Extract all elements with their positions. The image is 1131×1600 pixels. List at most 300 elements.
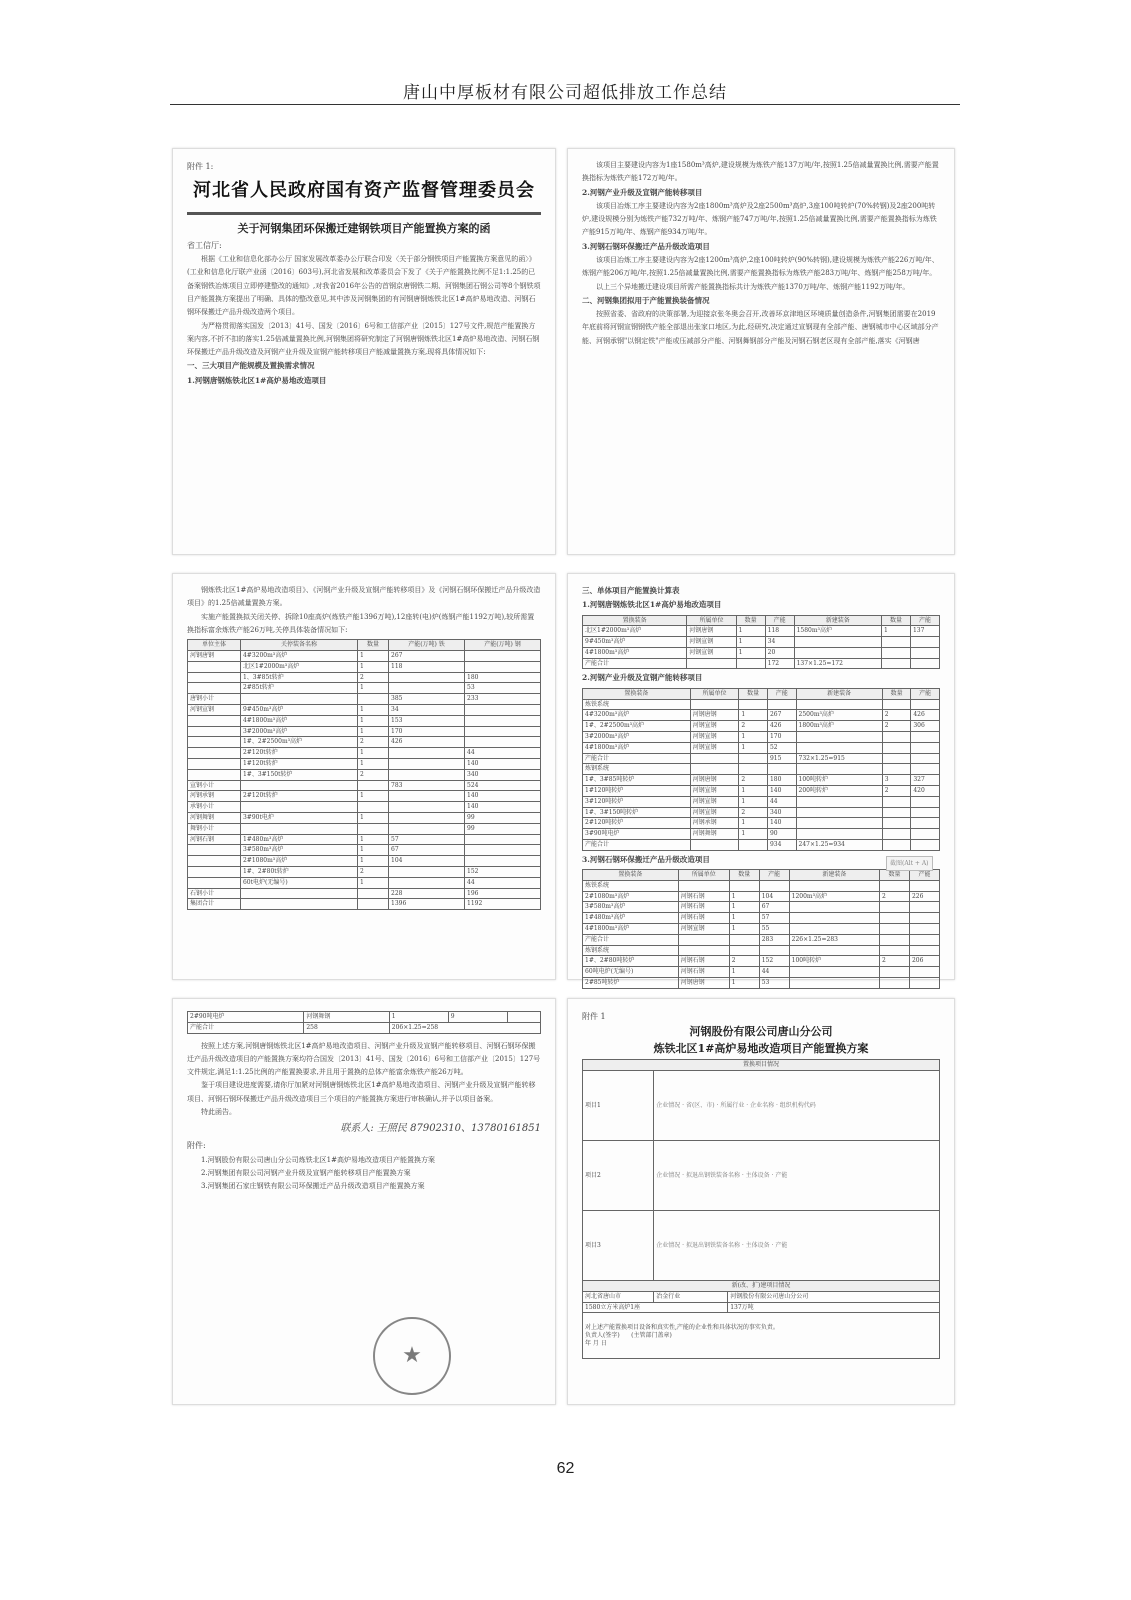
table-cell: 2#120吨转炉 bbox=[583, 818, 691, 829]
table-header: 数量 bbox=[357, 640, 388, 651]
table-cell: 1 bbox=[729, 967, 759, 978]
table-row bbox=[188, 726, 541, 737]
closing: 特此函告。 bbox=[201, 1108, 236, 1117]
table-cell: 67 bbox=[389, 845, 465, 856]
table-cell: 340 bbox=[767, 807, 796, 818]
table-cell: 140 bbox=[767, 818, 796, 829]
table-cell bbox=[882, 818, 911, 829]
calc-table-2 bbox=[582, 688, 940, 851]
table-cell: 1 bbox=[729, 891, 759, 902]
table-cell bbox=[796, 829, 882, 840]
table-cell: 170 bbox=[389, 726, 465, 737]
table-cell: 3 bbox=[882, 775, 911, 786]
table-cell: 2 bbox=[880, 891, 910, 902]
table-cell: 河钢宣钢 bbox=[690, 742, 739, 753]
table-header: 产能 bbox=[911, 688, 940, 699]
table-cell: 118 bbox=[765, 626, 794, 637]
table-cell: 2 bbox=[880, 956, 910, 967]
table-row bbox=[583, 829, 940, 840]
form-date: 年 月 日 bbox=[585, 1339, 607, 1347]
table-cell: 228 bbox=[389, 888, 465, 899]
table-cell: 140 bbox=[465, 791, 541, 802]
table-header: 产能 bbox=[910, 615, 939, 626]
table-cell: 52 bbox=[767, 742, 796, 753]
section-heading: 一、三大项目产能规模及置换需求情况 bbox=[187, 361, 315, 371]
table-cell bbox=[240, 780, 357, 791]
table-cell bbox=[911, 807, 940, 818]
table-cell bbox=[909, 913, 939, 924]
table-cell: 2 bbox=[357, 737, 388, 748]
table-cell bbox=[909, 934, 939, 945]
table-cell: 1 bbox=[357, 812, 388, 823]
paragraph: 为严格贯彻落实国发〔2013〕41号、国发〔2016〕6号和工信部产业〔2015〕127号文件,规范产能置换方案内容,不折不扣的落实1.25倍减量置换比例,河钢集团将研究制定了河钢唐钢炼铁北区1#高炉易地改造、河钢石钢环保搬迁产品升级改造及河钢产业升级及宣钢产能转移项目产能减量置换方案,现将具体情况如下: bbox=[187, 321, 540, 357]
table-cell bbox=[465, 856, 541, 867]
table-cell: 1#、3#150吨转炉 bbox=[583, 807, 691, 818]
table-header: 产能 bbox=[765, 615, 794, 626]
table-cell bbox=[357, 802, 388, 813]
table-row bbox=[583, 880, 940, 891]
table-cell: 河钢唐钢 bbox=[678, 977, 729, 988]
table-cell bbox=[188, 845, 241, 856]
table-row bbox=[583, 742, 940, 753]
table-cell: 1580m³高炉 bbox=[794, 626, 881, 637]
table-cell: 1 bbox=[357, 661, 388, 672]
contact-signature: 联系人: 王照民 87902310、13780161851 bbox=[340, 1123, 541, 1135]
table-cell: 河钢石钢 bbox=[678, 956, 729, 967]
table-header: 关停装备名称 bbox=[240, 640, 357, 651]
table-cell: 99 bbox=[465, 823, 541, 834]
table-cell: 137×1.25=172 bbox=[794, 658, 881, 669]
table-cell: 河钢石钢 bbox=[678, 891, 729, 902]
table-cell: 产能合计 bbox=[188, 1022, 304, 1033]
table-cell bbox=[794, 637, 881, 648]
table-cell: 1#、2#80t转炉 bbox=[240, 866, 357, 877]
table-cell bbox=[882, 658, 911, 669]
table-cell: 1 bbox=[357, 845, 388, 856]
table-row bbox=[583, 913, 940, 924]
table-cell: 1#120吨转炉 bbox=[583, 785, 691, 796]
table-cell bbox=[240, 888, 357, 899]
table-cell: 河钢唐钢 bbox=[188, 650, 241, 661]
table-cell: 北区1#2000m³高炉 bbox=[583, 626, 687, 637]
table-cell bbox=[909, 977, 939, 988]
table-cell bbox=[389, 769, 465, 780]
table-cell bbox=[357, 823, 388, 834]
table-cell: 2 bbox=[882, 721, 911, 732]
table-cell: 44 bbox=[759, 967, 789, 978]
table-cell: 140 bbox=[465, 802, 541, 813]
table-header: 所属单位 bbox=[690, 688, 739, 699]
table-cell bbox=[389, 748, 465, 759]
table-row bbox=[188, 866, 541, 877]
table-cell: 河钢宣钢 bbox=[687, 637, 736, 648]
table-header: 置换装备 bbox=[583, 869, 679, 880]
paragraph: 按照上述方案,河钢唐钢炼铁北区1#高炉易地改造项目、河钢产业升级及宣钢产能转移项目、河钢石钢环保搬迁产品升级改造项目的产能置换方案均符合国发〔2013〕41号、国发〔2016〕6号和工信部产业〔2015〕127号文件规定,满足1:1.25比例的产能置换要求,并且用于置换的总体产能富余炼铁产能26万吨。 bbox=[187, 1041, 541, 1077]
form-row-label: 项目1 bbox=[583, 1070, 654, 1140]
org-title: 河北省人民政府国有资产监督管理委员会 bbox=[193, 180, 535, 202]
table-cell: 河钢宣钢 bbox=[690, 796, 739, 807]
table-row bbox=[188, 812, 541, 823]
table-cell: 934 bbox=[767, 839, 796, 850]
table-cell bbox=[796, 818, 882, 829]
form-cell: 河北省唐山市 bbox=[583, 1291, 654, 1302]
table-header: 新建装备 bbox=[796, 688, 882, 699]
table-cell bbox=[739, 764, 768, 775]
page-header: 唐山中厚板材有限公司超低排放工作总结 bbox=[403, 83, 727, 103]
table-row bbox=[188, 888, 541, 899]
table-cell: 河钢唐钢 bbox=[690, 710, 739, 721]
form-cell: 137万吨 bbox=[728, 1302, 940, 1313]
table-cell: 1200m³高炉 bbox=[789, 891, 879, 902]
table-cell bbox=[910, 637, 939, 648]
table-row bbox=[188, 748, 541, 759]
form-row-label: 项目3 bbox=[583, 1210, 654, 1280]
table-cell bbox=[465, 845, 541, 856]
table-cell bbox=[389, 672, 465, 683]
table-row bbox=[188, 899, 541, 910]
table-cell bbox=[789, 913, 879, 924]
scan-letter-page-3 bbox=[172, 573, 556, 980]
form-signer: 负责人(签字) bbox=[585, 1331, 620, 1339]
table-cell: 河钢舞钢 bbox=[304, 1012, 389, 1023]
table-cell bbox=[389, 877, 465, 888]
table-header: 数量 bbox=[880, 869, 910, 880]
paragraph: 根据《工业和信息化部办公厅 国家发展改革委办公厅联合印发〈关于部分钢铁项目产能置换方案意见的函〉》(工业和信息化厅联产业函〔2016〕603号),河北省发展和改革委员会下发了《关于产能置换比例不足1:1.25的已备案钢铁冶炼项目立即停建整改的通知》,对我省2016年公告的首钢京唐钢铁二期、河钢集团石钢公司等8个钢铁项目产能置换方案提出了明确、具体的整改意见,其中涉及河钢集团的有河钢唐钢炼铁北区1#高炉易地改造、河钢石钢环保搬迁产品升级改造两个项目。 bbox=[187, 255, 541, 317]
scan-calculation-table-page bbox=[567, 573, 955, 986]
table-header: 数量 bbox=[882, 688, 911, 699]
table-cell: 152 bbox=[465, 866, 541, 877]
table-cell: 3#120吨转炉 bbox=[583, 796, 691, 807]
table-header: 所属单位 bbox=[678, 869, 729, 880]
table-cell: 4#1800m³高炉 bbox=[583, 647, 687, 658]
table-cell bbox=[739, 699, 768, 710]
table-cell: 2 bbox=[882, 785, 911, 796]
table-cell: 1#、2#2500m³高炉 bbox=[240, 737, 357, 748]
table-cell bbox=[796, 807, 882, 818]
table-cell bbox=[909, 902, 939, 913]
table-cell: 57 bbox=[759, 913, 789, 924]
table-row bbox=[583, 721, 940, 732]
table-cell: 产能合计 bbox=[583, 934, 679, 945]
table-cell bbox=[739, 839, 768, 850]
table-cell bbox=[389, 683, 465, 694]
table-cell bbox=[188, 661, 241, 672]
table-cell bbox=[767, 699, 796, 710]
section-heading: 2.河钢产业升级及宣钢产能转移项目 bbox=[582, 187, 703, 197]
table-cell bbox=[507, 1012, 540, 1023]
table-cell: 河钢宣钢 bbox=[678, 923, 729, 934]
table-cell: 226 bbox=[909, 891, 939, 902]
table-header: 置换装备 bbox=[583, 615, 687, 626]
table-cell: 1#480m³高炉 bbox=[240, 834, 357, 845]
table-row bbox=[188, 737, 541, 748]
header-rule bbox=[170, 104, 960, 105]
table-cell bbox=[794, 647, 881, 658]
table-cell bbox=[796, 699, 882, 710]
table-row bbox=[583, 956, 940, 967]
table-row bbox=[188, 683, 541, 694]
table-header: 数量 bbox=[736, 615, 765, 626]
table-header: 产能 bbox=[759, 869, 789, 880]
table-cell: 1 bbox=[736, 626, 765, 637]
table-row bbox=[583, 796, 940, 807]
table-cell bbox=[729, 934, 759, 945]
table-cell: 2 bbox=[357, 866, 388, 877]
table-cell: 226×1.25=283 bbox=[789, 934, 879, 945]
form-section: 新(改、扩)建项目情况 bbox=[583, 1280, 940, 1291]
table-cell: 2 bbox=[739, 721, 768, 732]
calc-table-3 bbox=[582, 869, 940, 989]
table-cell: 90 bbox=[767, 829, 796, 840]
sub-heading: 2.河钢产业升级及宣钢产能转移项目 bbox=[582, 673, 703, 683]
table-cell: 1 bbox=[739, 731, 768, 742]
scan-letter-page-4 bbox=[172, 998, 556, 1405]
table-cell bbox=[188, 737, 241, 748]
table-cell bbox=[796, 742, 882, 753]
table-row bbox=[583, 647, 940, 658]
table-cell bbox=[911, 839, 940, 850]
table-cell: 1192 bbox=[465, 899, 541, 910]
table-cell: 1 bbox=[739, 710, 768, 721]
table-cell: 2#120t转炉 bbox=[240, 791, 357, 802]
table-cell: 河钢石钢 bbox=[678, 913, 729, 924]
screenshot-hint-overlay: 截图(Alt + A) bbox=[886, 856, 933, 871]
table-cell: 3#2000m³高炉 bbox=[240, 726, 357, 737]
table-cell bbox=[188, 683, 241, 694]
table-cell bbox=[687, 658, 736, 669]
table-cell: 524 bbox=[465, 780, 541, 791]
table-cell: 河钢宣钢 bbox=[188, 704, 241, 715]
table-cell: 1 bbox=[357, 704, 388, 715]
table-cell: 1 bbox=[739, 785, 768, 796]
table-cell: 1 bbox=[357, 650, 388, 661]
table-cell bbox=[796, 731, 882, 742]
section-heading: 二、河钢集团拟用于产能置换装备情况 bbox=[582, 295, 710, 305]
table-cell bbox=[882, 764, 911, 775]
table-cell: 2 bbox=[357, 672, 388, 683]
table-cell: 258 bbox=[304, 1022, 389, 1033]
table-row bbox=[583, 710, 940, 721]
table-cell: 2 bbox=[357, 769, 388, 780]
table-cell: 4#3200m³高炉 bbox=[240, 650, 357, 661]
table-cell bbox=[910, 647, 939, 658]
table-header: 所属单位 bbox=[687, 615, 736, 626]
table-row bbox=[188, 834, 541, 845]
table-cell bbox=[188, 748, 241, 759]
table-cell: 1 bbox=[739, 796, 768, 807]
table-cell: 44 bbox=[465, 877, 541, 888]
table-row bbox=[583, 658, 940, 669]
table-cell bbox=[240, 899, 357, 910]
table-row bbox=[188, 856, 541, 867]
table-cell: 1#、2#2500m³高炉 bbox=[583, 721, 691, 732]
table-cell: 1 bbox=[357, 877, 388, 888]
table-cell bbox=[796, 796, 882, 807]
table-cell: 732×1.25=915 bbox=[796, 753, 882, 764]
table-row bbox=[188, 694, 541, 705]
table-cell: 1 bbox=[729, 923, 759, 934]
table-cell: 产能合计 bbox=[583, 753, 691, 764]
table-cell: 2#85t转炉 bbox=[240, 683, 357, 694]
table-cell bbox=[789, 902, 879, 913]
table-cell bbox=[188, 856, 241, 867]
attachments-label: 附件: bbox=[187, 1141, 206, 1151]
salutation: 省工信厅: bbox=[187, 240, 222, 250]
table-cell bbox=[465, 737, 541, 748]
table-cell bbox=[882, 699, 911, 710]
table-cell bbox=[789, 880, 879, 891]
table-cell bbox=[911, 829, 940, 840]
table-cell: 集团合计 bbox=[188, 899, 241, 910]
table-cell: 267 bbox=[389, 650, 465, 661]
table-cell bbox=[240, 823, 357, 834]
table-cell bbox=[465, 834, 541, 845]
form-remark: 对上述产能置换项目设备和真实性,产能的企业性和具体状况的事实负责。 bbox=[585, 1324, 779, 1332]
table-cell bbox=[240, 694, 357, 705]
sub-heading: 1.河钢唐钢炼铁北区1#高炉易地改造项目 bbox=[582, 600, 722, 610]
table-row bbox=[583, 977, 940, 988]
table-cell bbox=[690, 699, 739, 710]
attachment-item: 3.河钢集团石家庄钢铁有限公司环保搬迁产品升级改造项目产能置换方案 bbox=[201, 1182, 425, 1191]
table-cell bbox=[678, 934, 729, 945]
table-cell bbox=[759, 945, 789, 956]
form-row-label: 项目2 bbox=[583, 1140, 654, 1210]
table-cell: 河钢承钢 bbox=[188, 791, 241, 802]
table-row bbox=[583, 699, 940, 710]
table-cell bbox=[880, 923, 910, 934]
table-cell: 3#580m³高炉 bbox=[583, 902, 679, 913]
page-number: 62 bbox=[556, 1460, 575, 1477]
table-cell bbox=[911, 699, 940, 710]
table-row bbox=[583, 818, 940, 829]
table-cell: 426 bbox=[389, 737, 465, 748]
table-cell bbox=[389, 791, 465, 802]
table-cell bbox=[389, 823, 465, 834]
table-cell: 153 bbox=[389, 715, 465, 726]
table-cell: 420 bbox=[911, 785, 940, 796]
table-cell: 206 bbox=[909, 956, 939, 967]
table-cell: 3#90吨电炉 bbox=[583, 829, 691, 840]
section-heading: 3.河钢石钢环保搬迁产品升级改造项目 bbox=[582, 241, 710, 251]
table-header: 新建装备 bbox=[789, 869, 879, 880]
table-cell: 1 bbox=[357, 791, 388, 802]
table-cell: 200吨转炉 bbox=[796, 785, 882, 796]
table-cell: 783 bbox=[389, 780, 465, 791]
table-row bbox=[188, 802, 541, 813]
table-row bbox=[583, 807, 940, 818]
table-cell: 炼铁系统 bbox=[583, 699, 691, 710]
table-cell bbox=[465, 715, 541, 726]
table-cell: 河钢宣钢 bbox=[690, 731, 739, 742]
table-cell bbox=[880, 945, 910, 956]
table-cell: 河钢承钢 bbox=[690, 818, 739, 829]
table-cell: 河钢唐钢 bbox=[687, 626, 736, 637]
table-cell bbox=[759, 880, 789, 891]
table-cell: 118 bbox=[389, 661, 465, 672]
table-row bbox=[188, 845, 541, 856]
attachment-item: 1.河钢股份有限公司唐山分公司炼铁北区1#高炉易地改造项目产能置换方案 bbox=[201, 1155, 435, 1164]
table-cell bbox=[690, 753, 739, 764]
table-cell: 53 bbox=[465, 683, 541, 694]
table-cell: 34 bbox=[765, 637, 794, 648]
table-cell: 915 bbox=[767, 753, 796, 764]
table-cell: 承钢小计 bbox=[188, 802, 241, 813]
table-cell: 炼钢系统 bbox=[583, 945, 679, 956]
table-cell: 1 bbox=[736, 647, 765, 658]
table-header: 产能 bbox=[909, 869, 939, 880]
table-cell bbox=[188, 877, 241, 888]
table-cell: 57 bbox=[389, 834, 465, 845]
table-cell bbox=[357, 888, 388, 899]
table-cell bbox=[910, 658, 939, 669]
table-cell: 1 bbox=[739, 742, 768, 753]
table-header: 产能(万吨) 钢 bbox=[465, 640, 541, 651]
table-cell bbox=[188, 726, 241, 737]
scan-replacement-plan-form bbox=[567, 998, 955, 1405]
table-header: 产能(万吨) 铁 bbox=[389, 640, 465, 651]
table-cell: 1800m³高炉 bbox=[796, 721, 882, 732]
table-row bbox=[583, 731, 940, 742]
official-seal: ★ bbox=[373, 1317, 451, 1395]
table-cell: 4#1800m³高炉 bbox=[583, 923, 679, 934]
table-cell bbox=[690, 839, 739, 850]
table-cell bbox=[729, 880, 759, 891]
table-row bbox=[188, 791, 541, 802]
table-row bbox=[188, 758, 541, 769]
table-cell bbox=[357, 899, 388, 910]
table-cell: 1 bbox=[357, 834, 388, 845]
table-cell bbox=[389, 802, 465, 813]
table-cell: 34 bbox=[389, 704, 465, 715]
table-cell bbox=[389, 812, 465, 823]
table-cell: 1 bbox=[736, 637, 765, 648]
table-cell bbox=[909, 945, 939, 956]
table-cell: 100吨转炉 bbox=[789, 956, 879, 967]
table-header: 新建装备 bbox=[794, 615, 881, 626]
paragraph: 该项目冶炼工序主要建设内容为2座1800m³高炉及2座2500m³高炉,3座100吨转炉(70%转钢)及2座200吨转炉,建设规模分别为炼铁产能732万吨/年、炼钢产能747万吨/年,按照1.25倍减量置换比例,需要产能置换指标为炼铁产能915万吨/年、炼钢产能934万吨/年。 bbox=[582, 201, 937, 237]
equipment-table bbox=[187, 639, 541, 910]
table-cell: 1#、3#150t转炉 bbox=[240, 769, 357, 780]
table-cell bbox=[240, 802, 357, 813]
paragraph: 按照省委、省政府的决策部署,为迎接京张冬奥会召开,改善环京津地区环境质量创造条件,河钢集团需要在2019年底前将河钢宣钢钢铁产能全部退出张家口地区,为此,经研究,决定通过宣钢现有全部产能、唐钢城市中心区域部分产能、河钢承钢"以钢定铁"产能或压减部分产能、河钢舞钢部分产能及河钢石钢老区现有全部产能,落实《河钢唐 bbox=[582, 310, 939, 345]
table-cell: 1 bbox=[389, 1012, 448, 1023]
scan-letter-page-2 bbox=[567, 148, 955, 555]
table-cell: 1#120t转炉 bbox=[240, 758, 357, 769]
table-row bbox=[188, 650, 541, 661]
table-cell: 炼钢系统 bbox=[583, 764, 691, 775]
table-cell: 1396 bbox=[389, 899, 465, 910]
table-cell: 1 bbox=[729, 902, 759, 913]
table-cell bbox=[880, 934, 910, 945]
table-cell: 4#3200m³高炉 bbox=[583, 710, 691, 721]
table-cell: 2 bbox=[739, 807, 768, 818]
table-cell bbox=[389, 758, 465, 769]
table-cell: 44 bbox=[465, 748, 541, 759]
table-row bbox=[583, 839, 940, 850]
table-row bbox=[583, 967, 940, 978]
table-cell bbox=[911, 753, 940, 764]
table-row bbox=[188, 877, 541, 888]
paragraph: 该项目冶炼工序主要建设内容为2座1200m³高炉,2座100吨转炉(90%转钢),建设规模为炼铁产能226万吨/年、炼钢产能206万吨/年,按照1.25倍减量置换比例,需要产能置换指标为炼铁产能283万吨/年、炼钢产能258万吨/年。 bbox=[582, 255, 939, 278]
table-cell bbox=[465, 650, 541, 661]
table-cell: 唐钢小计 bbox=[188, 694, 241, 705]
table-cell: 舞钢小计 bbox=[188, 823, 241, 834]
scan-letter-page-1 bbox=[172, 148, 556, 555]
table-cell bbox=[882, 647, 911, 658]
table-cell: 53 bbox=[759, 977, 789, 988]
table-cell bbox=[882, 753, 911, 764]
table-cell: 306 bbox=[911, 721, 940, 732]
